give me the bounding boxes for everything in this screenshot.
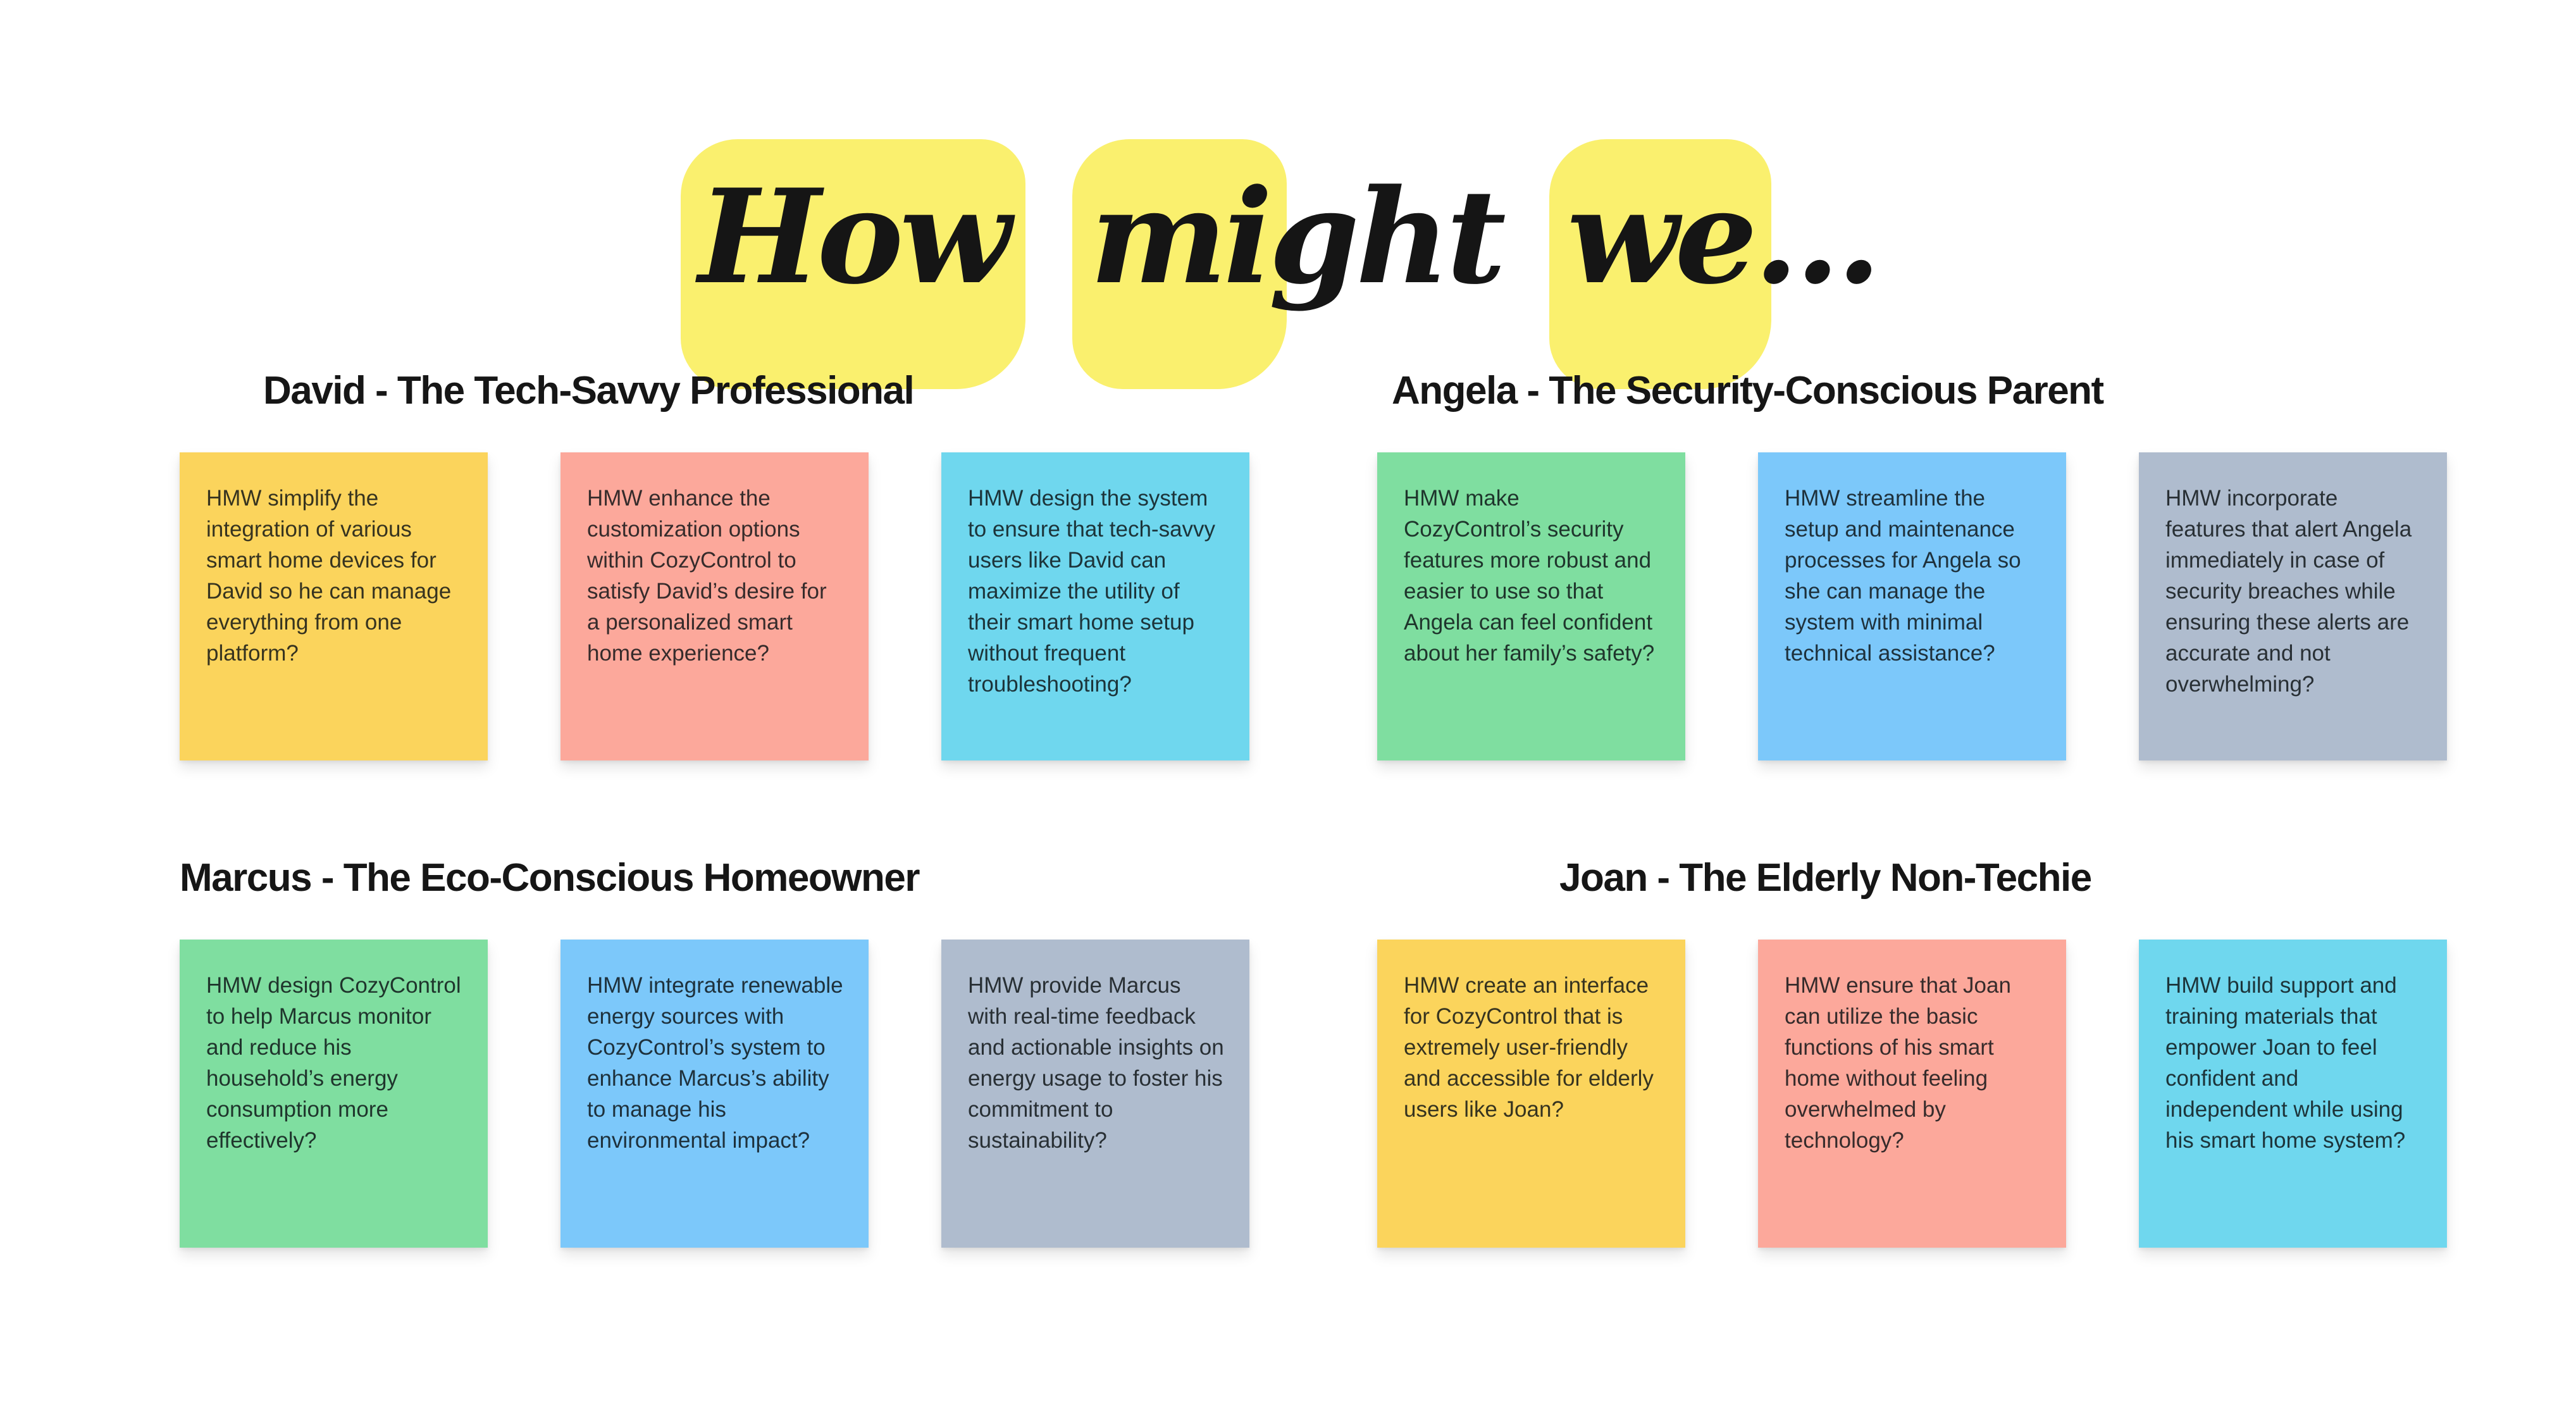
notes-row-joan [1377, 940, 2447, 1248]
sticky-note[interactable]: HMW ensure that Joan can utilize the basic functions of his smart home without feeling overwhelmed by technology? [1758, 940, 2066, 1248]
sticky-note[interactable]: HMW streamline the setup and maintenance processes for Angela so she can manage the system with minimal technical assistance? [1758, 452, 2066, 760]
section-marcus [180, 851, 1249, 1248]
title-ellipsis: ... [1754, 161, 1878, 313]
section-heading-marcus[interactable]: Marcus - The Eco-Conscious Homeowner [180, 856, 919, 900]
section-david [180, 364, 1249, 760]
sticky-note[interactable]: HMW enhance the customization options within CozyControl to satisfy David’s desire for a personalized smart home experience? [560, 452, 869, 760]
sticky-note[interactable]: HMW create an interface for CozyControl that is extremely user-friendly and accessible for elderly users like Joan? [1377, 940, 1685, 1248]
notes-row-angela [1377, 452, 2447, 760]
notes-row-marcus [180, 940, 1249, 1248]
section-joan [1377, 851, 2447, 1248]
sticky-note[interactable]: HMW incorporate features that alert Angela immediately in case of security breaches while ensuring these alerts are accurate and not overwhelming? [2139, 452, 2447, 760]
sticky-note[interactable]: HMW design the system to ensure that tech-savvy users like David can maximize the utility of their smart home setup without frequent troubleshooting? [941, 452, 1249, 760]
title-might-rest: ght [1268, 161, 1502, 313]
sticky-note[interactable]: HMW simplify the integration of various smart home devices for David so he can manage everything from one platform? [180, 452, 488, 760]
notes-row-david [180, 452, 1249, 760]
sticky-note[interactable]: HMW integrate renewable energy sources with CozyControl’s system to enhance Marcus’s ability to manage his environmental impact? [560, 940, 869, 1248]
title-word-might [1090, 161, 1502, 313]
board-title[interactable] [0, 161, 2576, 313]
title-might-highlight: mi [1072, 139, 1287, 389]
section-heading-david[interactable]: David - The Tech-Savvy Professional [263, 369, 914, 413]
title-word-we-highlighted: we [1549, 139, 1771, 389]
section-angela [1377, 364, 2447, 760]
section-heading-joan[interactable]: Joan - The Elderly Non-Techie [1559, 856, 2091, 900]
sticky-note[interactable]: HMW make CozyControl’s security features more robust and easier to use so that Angela can feel confident about her family’s safety? [1377, 452, 1685, 760]
title-word-how-highlighted: How [681, 139, 1025, 389]
sticky-note[interactable]: HMW provide Marcus with real-time feedback and actionable insights on energy usage to foster his commitment to sustainability? [941, 940, 1249, 1248]
sticky-note[interactable]: HMW design CozyControl to help Marcus monitor and reduce his household’s energy consumption more effectively? [180, 940, 488, 1248]
sticky-note[interactable]: HMW build support and training materials that empower Joan to feel confident and independent while using his smart home system? [2139, 940, 2447, 1248]
section-heading-angela[interactable]: Angela - The Security-Conscious Parent [1392, 369, 2103, 413]
